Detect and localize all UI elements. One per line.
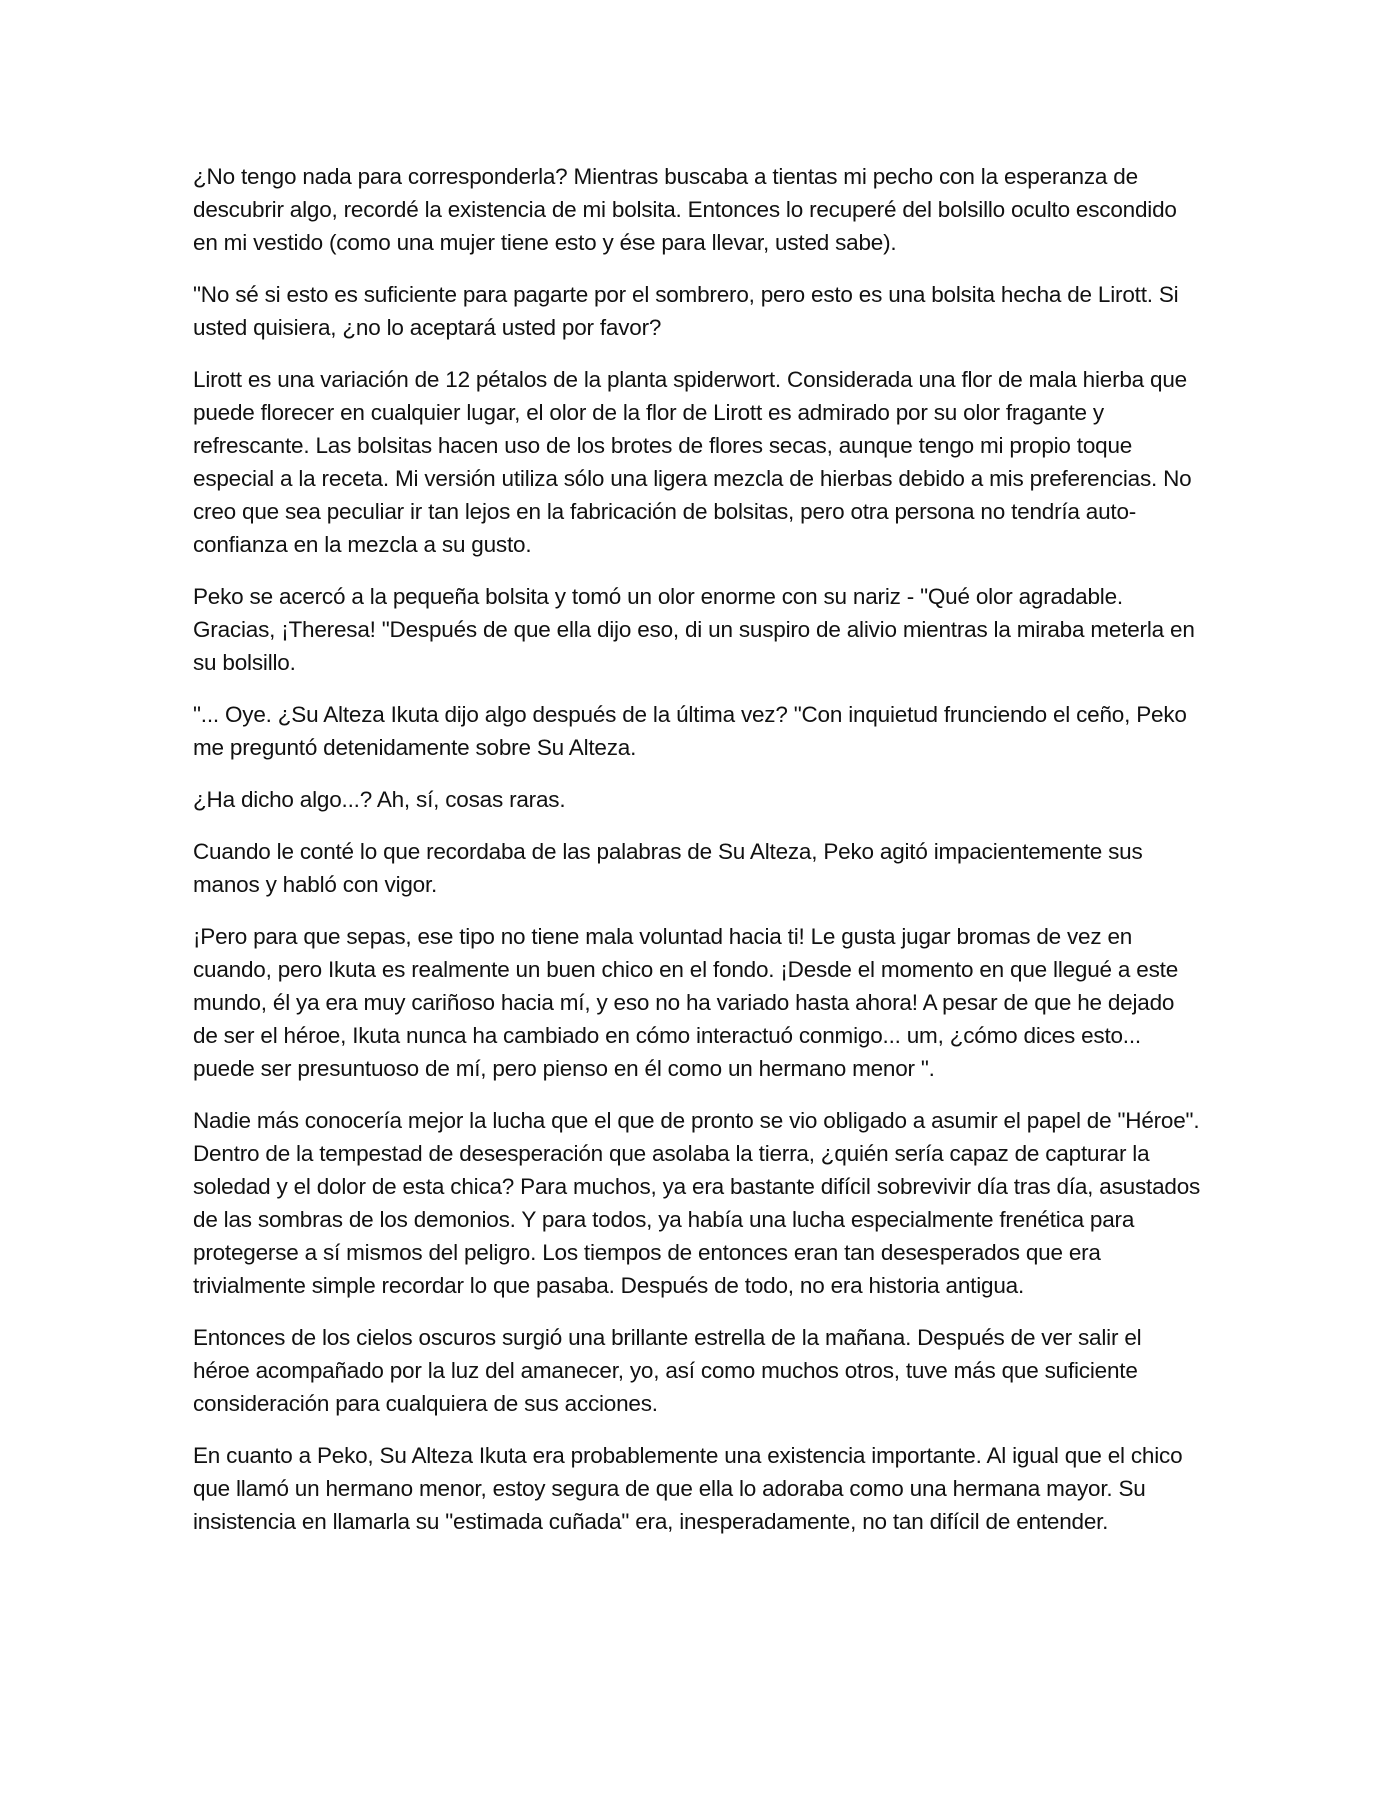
paragraph-9: Nadie más conocería mejor la lucha que el que de pronto se vio obligado a asumir el papel de "Héroe". Dentro de la tempestad de desesperación que asolaba la tierra, ¿quién sería capaz de capturar la soledad y el dolor de esta chica? Para muchos, ya era bastante difícil sobrevivir día tras día, asustados de las sombras de los demonios. Y para todos, ya había una lucha especialmente frenética para protegerse a sí mismos del peligro. Los tiempos de entonces eran tan desesperados que era trivialmente simple recordar lo que pasaba. Después de todo, no era historia antigua. [193,1108,1201,1298]
paragraph-2: "No sé si esto es suficiente para pagarte por el sombrero, pero esto es una bolsita hecha de Lirott. Si usted quisiera, ¿no lo aceptará usted por favor? [193,282,1179,340]
paragraph-10: Entonces de los cielos oscuros surgió una brillante estrella de la mañana. Después de ver salir el héroe acompañado por la luz del amanecer, yo, así como muchos otros, tuve más que suficiente consideración para cualquiera de sus acciones. [193,1325,1142,1416]
paragraph-3: Lirott es una variación de 12 pétalos de la planta spiderwort. Considerada una flor de mala hierba que puede florecer en cualquier lugar, el olor de la flor de Lirott es admirado por su olor fragante y refrescante. Las bolsitas hacen uso de los brotes de flores secas, aunque tengo mi propio toque especial a la receta. Mi versión utiliza sólo una ligera mezcla de hierbas debido a mis preferencias. No creo que sea peculiar ir tan lejos en la fabricación de bolsitas, pero otra persona no tendría auto-confianza en la mezcla a su gusto. [193,367,1192,557]
paragraph-7: Cuando le conté lo que recordaba de las palabras de Su Alteza, Peko agitó impacientemente sus manos y habló con vigor. [193,839,1143,897]
paragraph-8: ¡Pero para que sepas, ese tipo no tiene mala voluntad hacia ti! Le gusta jugar bromas de vez en cuando, pero Ikuta es realmente un buen chico en el fondo. ¡Desde el momento en que llegué a este mundo, él ya era muy cariñoso hacia mí, y eso no ha variado hasta ahora! A pesar de que he dejado de ser el héroe, Ikuta nunca ha cambiado en cómo interactuó conmigo... um, ¿cómo dices esto... puede ser presuntuoso de mí, pero pienso en él como un hermano menor ". [193,924,1179,1081]
paragraph-5: "... Oye. ¿Su Alteza Ikuta dijo algo después de la última vez? "Con inquietud frunciendo el ceño, Peko me preguntó detenidamente sobre Su Alteza. [193,702,1187,760]
paragraph-1: ¿No tengo nada para corresponderla? Mientras buscaba a tientas mi pecho con la esperanza de descubrir algo, recordé la existencia de mi bolsita. Entonces lo recuperé del bolsillo oculto escondido en mi vestido (como una mujer tiene esto y ése para llevar, usted sabe). [193,164,1177,255]
document-body [193,160,1203,1557]
paragraph-4: Peko se acercó a la pequeña bolsita y tomó un olor enorme con su nariz - "Qué olor agradable. Gracias, ¡Theresa! "Después de que ella dijo eso, di un suspiro de alivio mientras la miraba meterla en su bolsillo. [193,584,1195,675]
paragraph-6: ¿Ha dicho algo...? Ah, sí, cosas raras. [193,787,566,812]
paragraph-11: En cuanto a Peko, Su Alteza Ikuta era probablemente una existencia importante. Al igual que el chico que llamó un hermano menor, estoy segura de que ella lo adoraba como una hermana mayor. Su insistencia en llamarla su "estimada cuñada" era, inesperadamente, no tan difícil de entender. [193,1443,1183,1534]
